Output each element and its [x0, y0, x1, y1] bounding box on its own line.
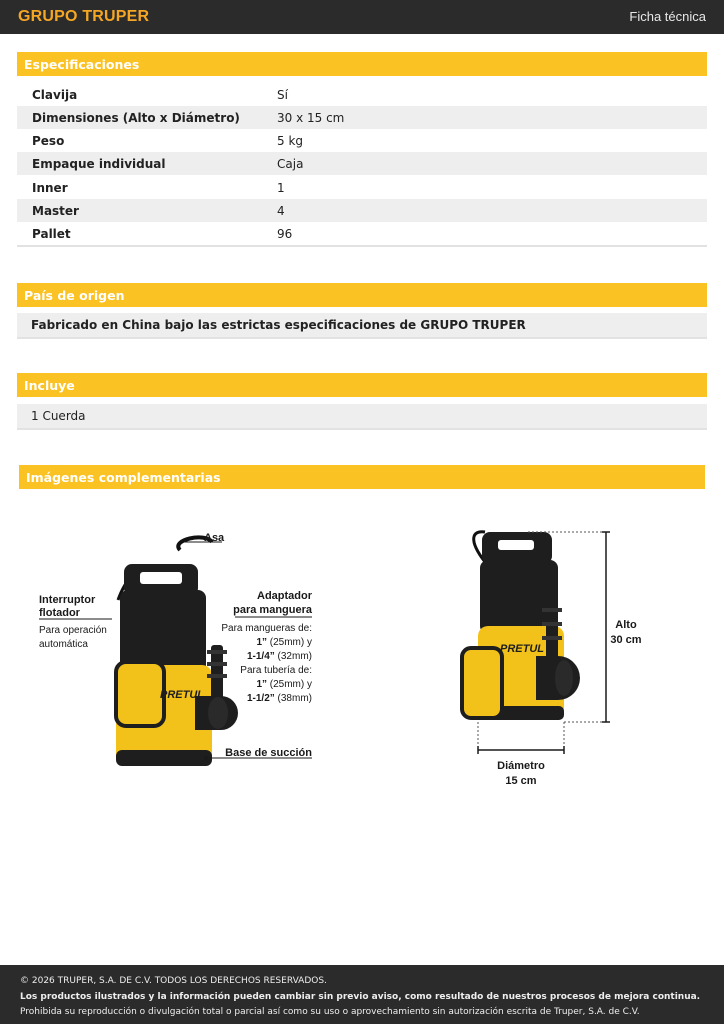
footer-notice: Los productos ilustrados y la información pueden cambiar sin previo aviso, como resultado de nuestros procesos de mejora continua.	[20, 991, 701, 1002]
label-tuberia-1: Para tubería de:	[240, 665, 312, 676]
label-mangueras-2b: (25mm) y	[267, 637, 312, 648]
label-diametro-2: 15 cm	[505, 775, 537, 787]
label-interruptor-sub-1: Para operación	[39, 625, 107, 636]
document-type: Ficha técnica	[629, 9, 706, 24]
label-interruptor-2: flotador	[39, 607, 80, 619]
label-tuberia-2a: 1”	[256, 679, 267, 690]
label-asa: Asa	[204, 532, 225, 544]
spec-label: Clavija	[32, 88, 78, 102]
spec-row	[17, 222, 707, 245]
spec-value: Sí	[277, 88, 288, 102]
spec-label: Inner	[32, 181, 68, 195]
svg-text:1-1/4” (32mm)	[247, 651, 312, 662]
spec-row	[17, 106, 707, 129]
footer-copyright: © 2026 TRUPER, S.A. DE C.V. TODOS LOS DERECHOS RESERVADOS.	[20, 976, 327, 986]
spec-value: 5 kg	[277, 134, 304, 148]
label-interruptor-sub-2: automática	[39, 639, 88, 650]
spec-label: Empaque individual	[32, 157, 166, 171]
label-mangueras-2a: 1”	[256, 637, 267, 648]
spec-value: 4	[277, 204, 285, 218]
svg-text:1” (25mm) y	[256, 679, 312, 690]
label-diametro-1: Diámetro	[497, 760, 545, 772]
label-adaptador-1: Adaptador	[257, 590, 312, 602]
spec-value: 30 x 15 cm	[277, 111, 345, 125]
label-interruptor-1: Interruptor	[39, 594, 96, 606]
spec-value: 1	[277, 181, 285, 195]
spec-row	[17, 83, 707, 106]
label-base: Base de succión	[225, 747, 312, 759]
images-heading: Imágenes complementarias	[19, 465, 705, 489]
label-adaptador-2: para manguera	[233, 604, 312, 616]
pump-dimensions-illustration	[440, 520, 660, 800]
footer-legal: Prohibida su reproducción o divulgación total o parcial así como su uso o aprovechamiento sin autorización escrita de Truper, S.A. de C.V.	[20, 1007, 640, 1017]
pump-brand-text: PRETUL	[160, 689, 204, 701]
origin-heading: País de origen	[17, 283, 707, 307]
svg-text:1-1/2” (38mm)	[247, 693, 312, 704]
top-bar	[0, 0, 724, 34]
label-mangueras-1: Para mangueras de:	[221, 623, 312, 634]
origin-text: Fabricado en China bajo las estrictas especificaciones de GRUPO TRUPER	[17, 313, 707, 337]
includes-text: 1 Cuerda	[17, 404, 707, 428]
brand-logo: GRUPO TRUPER	[18, 8, 150, 25]
spec-row	[17, 152, 707, 175]
divider	[17, 245, 707, 247]
label-tuberia-2b: (25mm) y	[267, 679, 312, 690]
label-mangueras-3b: (32mm)	[274, 651, 312, 662]
svg-text:1” (25mm) y	[256, 637, 312, 648]
spec-row	[17, 199, 707, 222]
divider	[17, 337, 707, 339]
label-alto-1: Alto	[615, 619, 637, 631]
label-tuberia-3a: 1-1/2”	[246, 693, 275, 704]
spec-label: Dimensiones (Alto x Diámetro)	[32, 111, 240, 125]
pump-brand-text: PRETUL	[500, 643, 544, 655]
spec-row	[17, 176, 707, 199]
specs-heading: Especificaciones	[17, 52, 707, 76]
spec-value: Caja	[277, 157, 304, 171]
spec-label: Pallet	[32, 227, 71, 241]
label-mangueras-3a: 1-1/4”	[246, 651, 275, 662]
footer	[0, 965, 724, 1024]
divider	[17, 428, 707, 430]
includes-heading: Incluye	[17, 373, 707, 397]
spec-label: Peso	[32, 134, 65, 148]
pump-labeled-illustration	[30, 520, 330, 780]
spec-value: 96	[277, 227, 293, 241]
spec-row	[17, 129, 707, 152]
label-alto-2: 30 cm	[610, 634, 642, 646]
label-tuberia-3b: (38mm)	[274, 693, 312, 704]
spec-label: Master	[32, 204, 79, 218]
